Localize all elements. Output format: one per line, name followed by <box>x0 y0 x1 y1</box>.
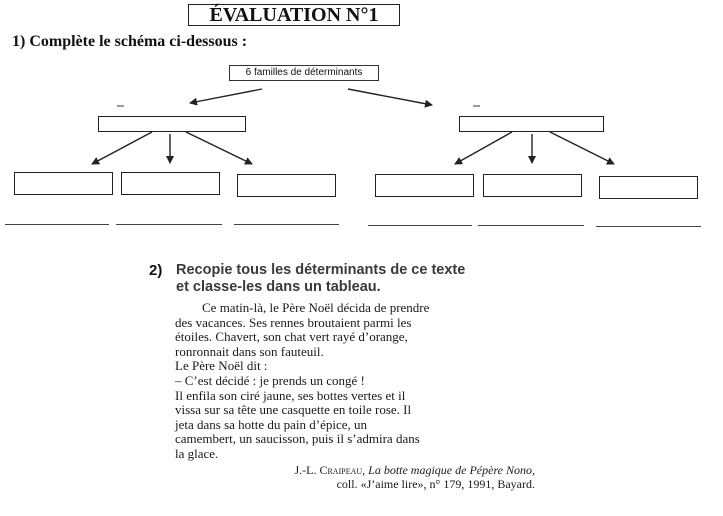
level2-box-3[interactable] <box>237 174 336 197</box>
arrow-left-3 <box>186 132 252 164</box>
instruction-line: Recopie tous les déterminants de ce texte <box>176 262 466 278</box>
passage-line: – C’est décidé : je prends un congé ! <box>175 372 365 388</box>
level2-box-6[interactable] <box>599 176 698 199</box>
passage-line: Il enfila son ciré jaune, ses bottes vertes et il <box>175 387 406 403</box>
level2-box-1[interactable] <box>14 172 113 195</box>
passage-line: camembert, un saucisson, puis il s’admira dans <box>175 431 420 447</box>
level1-box-left[interactable] <box>98 116 246 132</box>
root-box: 6 familles de déterminants <box>229 65 379 81</box>
arrow-left-1 <box>92 132 152 164</box>
passage-line: des vacances. Ses rennes broutaient parmi les <box>175 314 412 330</box>
question-1-instruction: 1) Complète le schéma ci-dessous : <box>12 33 248 50</box>
answer-line-3[interactable] <box>234 224 339 225</box>
source-citation <box>175 463 535 491</box>
source-line-1 <box>175 463 535 477</box>
instruction-line: et classe-les dans un tableau. <box>176 279 381 295</box>
source-author: J.-L. Craipeau, <box>294 463 366 477</box>
question-2-instruction <box>176 262 546 296</box>
arrow-right-3 <box>550 132 614 164</box>
answer-line-5[interactable] <box>478 225 584 226</box>
arrow-root-right <box>348 89 432 105</box>
level2-box-5[interactable] <box>483 174 582 197</box>
arrow-right-1 <box>455 132 512 164</box>
level1-box-right[interactable] <box>459 116 604 132</box>
answer-line-6[interactable] <box>596 226 701 227</box>
arrow-root-left <box>190 89 262 103</box>
question-2-number: 2) <box>149 262 163 279</box>
answer-line-2[interactable] <box>116 224 222 225</box>
answer-line-4[interactable] <box>368 225 472 226</box>
passage-line: Ce matin-là, le Père Noël décida de prendre <box>202 300 430 315</box>
text-passage <box>175 301 545 462</box>
passage-line: jeta dans sa hotte du pain d’épice, un <box>175 416 368 432</box>
level2-box-2[interactable] <box>121 172 220 195</box>
source-book-title: La botte magique de Pépère Nono, <box>368 463 535 477</box>
page-title: ÉVALUATION N°1 <box>188 4 400 26</box>
answer-line-1[interactable] <box>5 224 109 225</box>
source-collection: coll. «J’aime lire», n° 179, 1991, Bayard. <box>336 477 535 491</box>
passage-line: ronronnait dans son fauteuil. <box>175 343 324 359</box>
passage-line: vissa sur sa tête une casquette en toile rose. Il <box>175 402 412 418</box>
level2-box-4[interactable] <box>375 174 474 197</box>
passage-line: étoiles. Chavert, son chat vert rayé d’orange, <box>175 329 408 345</box>
passage-line: Le Père Noël dit : <box>175 358 268 374</box>
passage-line: la glace. <box>175 445 219 461</box>
